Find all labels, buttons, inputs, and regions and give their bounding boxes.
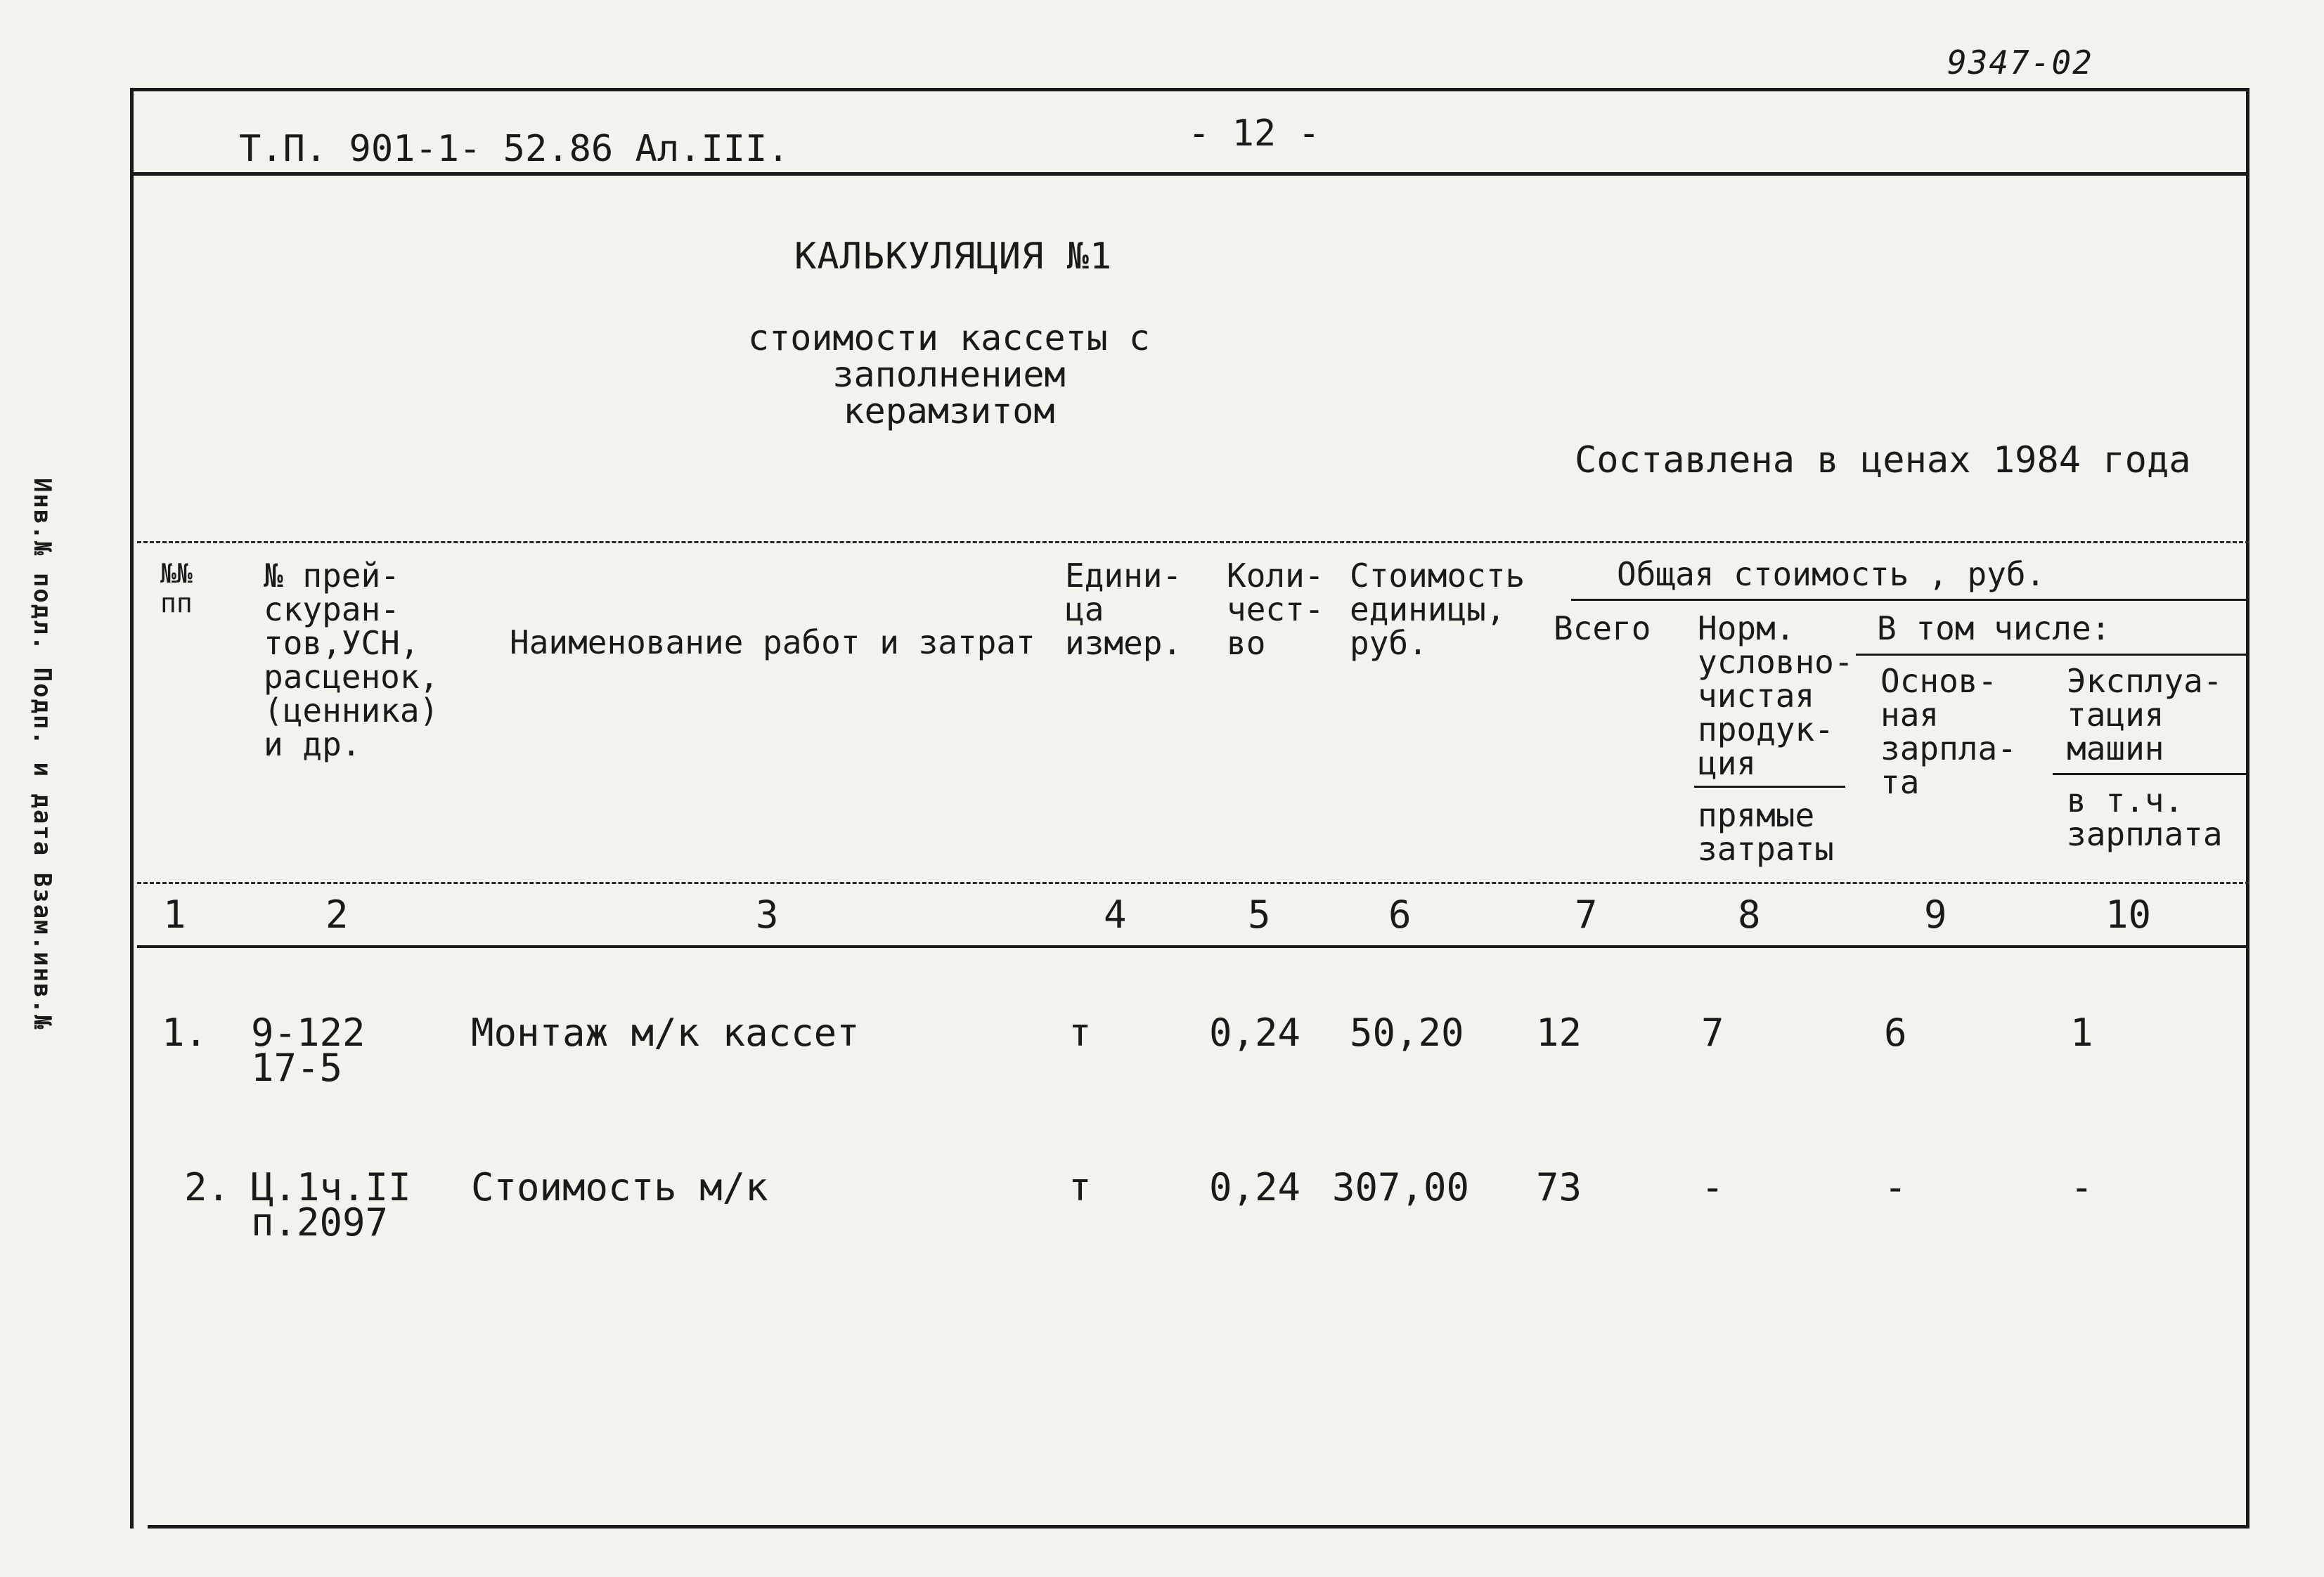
column-number-1: 1 <box>163 893 186 937</box>
header-including-group: В том числе: <box>1877 609 2111 647</box>
header-col-quantity: Коли- чест- во <box>1227 557 1324 662</box>
row-1-work-name: Монтаж м/к кассет <box>471 1011 860 1055</box>
column-number-4: 4 <box>1104 893 1127 937</box>
header-col-base-salary: Основ- ная зарпла- та <box>1880 662 2017 801</box>
column-numbers-bottom-divider <box>137 945 2249 948</box>
row-2-machines: - <box>2070 1165 2093 1209</box>
row-1-norm-product: 7 <box>1701 1011 1724 1055</box>
page-number: - 12 - <box>1188 112 1320 155</box>
frame-bottom-border <box>148 1525 2249 1529</box>
row-1-unit-cost: 50,20 <box>1350 1011 1464 1055</box>
machines-underline <box>2053 773 2249 775</box>
row-2-unit: т <box>1069 1165 1092 1209</box>
table-top-divider <box>137 541 2249 543</box>
frame-left-border <box>130 88 134 1529</box>
margin-stamp: Инв.№ подл. Подп. и дата Взам.инв.№ <box>28 478 56 1031</box>
header-col-machines: Эксплуа- тация машин <box>2067 662 2223 767</box>
header-col-pricelist: № прей- скуран- тов,УСН, расценок, (ценника) и др. <box>264 557 439 763</box>
row-2-base-salary: - <box>1884 1165 1907 1209</box>
row-1-pricelist-code: 9-122 17-5 <box>251 1011 366 1090</box>
row-2-unit-cost: 307,00 <box>1332 1165 1470 1209</box>
row-2-total: 73 <box>1536 1165 1582 1209</box>
row-2-number: 2. <box>184 1165 231 1209</box>
document-code: 9347-02 <box>1947 44 2093 82</box>
column-number-2: 2 <box>325 893 349 937</box>
column-number-8: 8 <box>1738 893 1761 937</box>
norm-product-underline <box>1694 786 1845 788</box>
prices-note: Составлена в ценах 1984 года <box>1575 439 2191 481</box>
header-col-unit: Едини- ца измер. <box>1065 557 1182 662</box>
header-col-name: Наименование работ и затрат <box>510 623 1035 661</box>
column-number-5: 5 <box>1248 893 1271 937</box>
total-group-underline <box>1571 599 2249 601</box>
row-2-pricelist-code: Ц.1ч.II п.2097 <box>251 1165 411 1245</box>
document-title: КАЛЬКУЛЯЦИЯ №1 <box>794 235 1113 278</box>
project-reference: Т.П. 901-1- 52.86 Ал.III. <box>239 128 789 170</box>
header-col-total: Всего <box>1554 609 1651 647</box>
including-group-underline <box>1856 654 2249 656</box>
frame-right-border <box>2246 88 2249 1529</box>
column-number-6: 6 <box>1388 893 1412 937</box>
column-number-10: 10 <box>2105 893 2152 937</box>
header-col-machines-salary: в т.ч. зарплата <box>2067 781 2223 853</box>
row-2-quantity: 0,24 <box>1209 1165 1301 1209</box>
row-1-number: 1. <box>162 1011 208 1055</box>
header-col-number: №№ пп <box>160 558 193 618</box>
column-number-7: 7 <box>1575 893 1598 937</box>
header-col-direct-costs: прямые затраты <box>1698 796 1834 868</box>
document-subtitle: стоимости кассеты с заполнением керамзитом <box>748 318 1150 431</box>
row-2-work-name: Стоимость м/к <box>471 1165 768 1209</box>
row-1-total: 12 <box>1536 1011 1582 1055</box>
column-numbers-top-divider <box>137 882 2249 884</box>
row-1-unit: т <box>1069 1011 1092 1055</box>
row-2-norm-product: - <box>1701 1165 1724 1209</box>
row-1-quantity: 0,24 <box>1209 1011 1301 1055</box>
row-1-machines: 1 <box>2070 1011 2093 1055</box>
column-number-9: 9 <box>1924 893 1947 937</box>
header-divider <box>130 172 2249 176</box>
frame-top-border <box>130 88 2249 91</box>
header-total-cost-group: Общая стоимость , руб. <box>1617 555 2046 593</box>
row-1-base-salary: 6 <box>1884 1011 1907 1055</box>
header-col-norm-product: Норм. условно- чистая продук- ция <box>1698 609 1854 782</box>
header-col-unit-cost: Стоимость единицы, руб. <box>1350 557 1525 662</box>
column-number-3: 3 <box>756 893 779 937</box>
